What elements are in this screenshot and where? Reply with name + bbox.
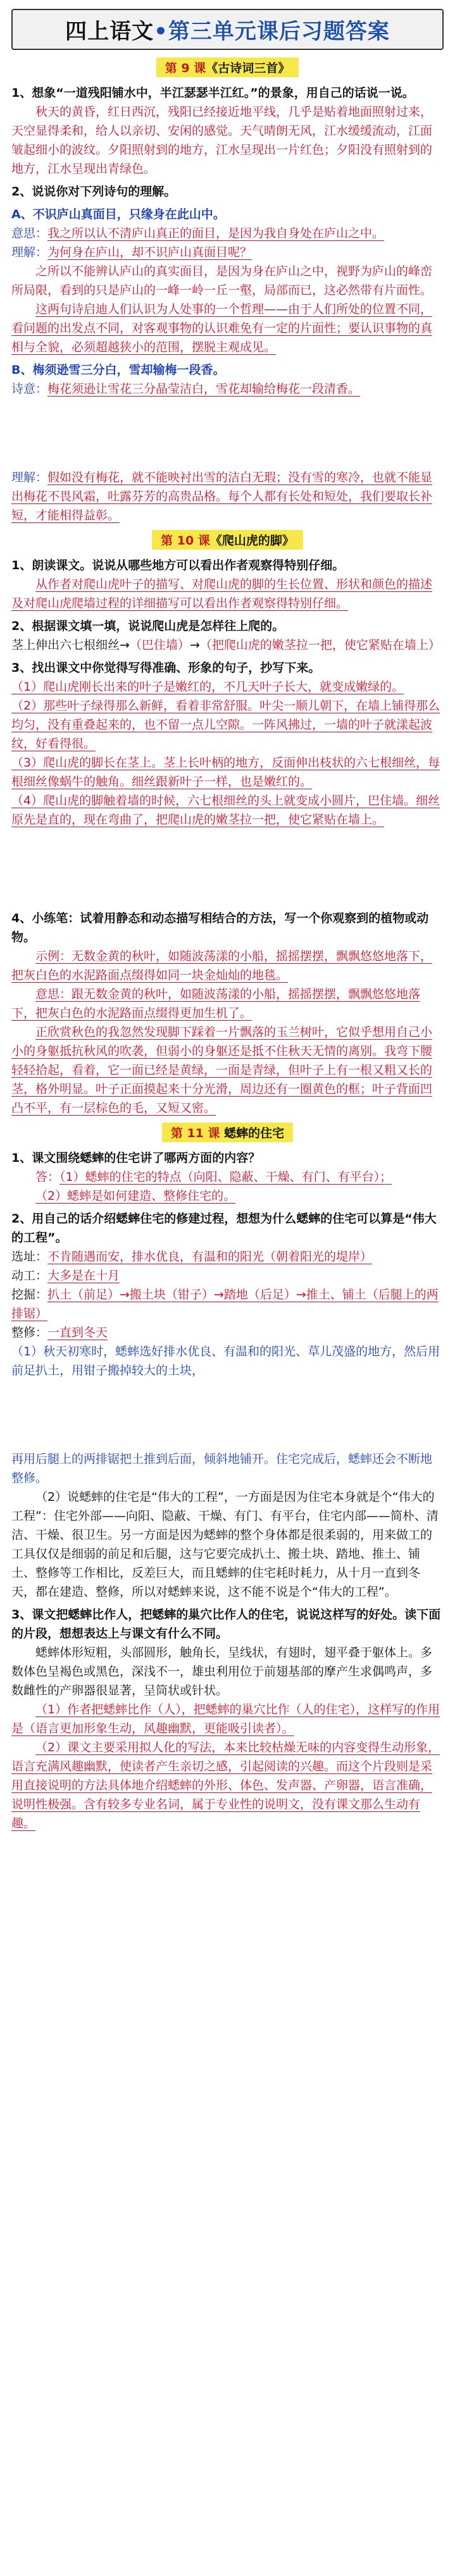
lesson-9-poem-a-philosophy: 这两句诗启迪人们认识为人处事的一个哲理——由于人们所处的位置不同，看问题的出发点不同，对客观事物的认识难免有一定的片面性；要认识事物的真相与全貌，必须超越狭小的范围，摆脱主观成见。 — [11, 302, 433, 354]
lesson-10-section — [11, 530, 444, 1118]
spacer — [11, 398, 444, 468]
lesson-11-question-1: 1、课文围绕蟋蟀的住宅讲了哪两方面的内容？ — [11, 1151, 261, 1165]
lesson-11-answer-3-1: （1）作者把蟋蟀比作（人），把蟋蟀的巢穴比作（人的住宅），这样写的作用是（语言更加形象生动，风趣幽默，更能吸引读者）。 — [11, 1703, 440, 1735]
lesson-11-answer-2-1 — [11, 1342, 444, 1380]
site-selection-line — [11, 1247, 444, 1266]
lesson-10-answer-2 — [11, 636, 444, 655]
lesson-11-number: 第 11 课 — [170, 1126, 220, 1140]
meaning-label: 意思： — [11, 226, 48, 240]
lesson-9-answer-1: 秋天的黄昏，红日西沉，残阳已经接近地平线，几乎是贴着地面照射过来，天空显得柔和，给人以亲切、安闲的感觉。天气晴朗无风，江水缓缓流动，江面皱起细小的波纹。夕阳照射到的地方，江水呈现出一片红色；夕阳没有照射到的地方，江水呈现出青绿色。 — [11, 105, 433, 176]
site-selection-label: 选址： — [11, 1250, 48, 1264]
answer-label: 答： — [35, 1170, 60, 1184]
lesson-10-answer-4-2: 意思：跟无数金黄的秋叶，如随波荡漾的小船，摇摇摆摆，飘飘悠悠地落下，把灰白色的水泥路面点缀得更加生机了。 — [11, 987, 421, 1020]
site-selection-value: 不肯随遇而安，排水优良，有温和的阳光（朝着阳光的堤岸） — [47, 1250, 373, 1264]
lesson-11-answer-1-1: （1）蟋蟀的住宅的特点（向阳、隐蔽、干燥、有门、有平台）； — [59, 1170, 392, 1184]
lesson-11-answer-2-2: （2）说蟋蟀的住宅是“伟大的工程”，一方面是因为住宅本身就是个“伟大的工程”：住宅外部——向阳、隐蔽、干燥、有门、有平台，住宅内部——简朴、清洁、干燥、很卫生。另一方面是因为蟋蟀的整个身体都是很柔弱的，用来做工的工具仅仅是细弱的前足和后腿，这与它要完成扒土、搬土块、踏地、推土、铺土、整修等工作相比，反差巨大，而且蟋蟀的住宅耗时耗力，从十月一直到冬天，都在建造、整修，所以对蟋蟀来说，这不能不说是个“伟大的工程”。 — [11, 1490, 439, 1599]
fill-blank-1: （巴住墙） — [129, 638, 190, 652]
spacer — [11, 1380, 444, 1450]
start-work-line — [11, 1266, 444, 1285]
understanding-label: 理解： — [11, 245, 48, 259]
poem-meaning-value: 梅花须逊让雪花三分晶莹洁白，雪花却输给梅花一段清香。 — [47, 382, 361, 396]
fill-prefix: 茎上伸出六七根细丝→ — [11, 638, 130, 652]
lesson-11-answer-2-1-text: （1）秋天初寒时，蟋蟀选好排水优良、有温和的阳光、草儿茂盛的地方，然后用前足扒土，用钳子搬掉较大的土块， — [11, 1345, 440, 1377]
lesson-9-question-2: 2、说说你对下列诗句的理解。 — [11, 185, 177, 199]
lesson-10-answer-1: 从作者对爬山虎叶子的描写、对爬山虎的脚的生长位置、形状和颜色的描述及对爬山虎爬墙过程的详细描写可以看出作者观察得特别仔细。 — [11, 577, 433, 610]
digging-label: 挖掘： — [11, 1288, 48, 1302]
poem-understanding-value: 假如没有梅花，就不能映衬出雪的洁白无瑕；没有雪的寒冷，也就不能显出梅花不畏风霜，吐露芬芳的高贵品格。每个人都有长处和短处，我们要取长补短，才能相得益彰。 — [11, 471, 433, 522]
repair-value: 一直到冬天 — [47, 1326, 108, 1340]
lesson-10-answer-3-1: （1）爬山虎刚长出来的叶子是嫩红的，不几天叶子长大，就变成嫩绿的。 — [11, 680, 404, 694]
page-title — [11, 9, 444, 50]
lesson-9-poem-a-explain: 之所以不能辨认庐山的真实面目，是因为身在庐山之中，视野为庐山的峰峦所局限，看到的只是庐山的一峰一岭一丘一壑，局部而已，这必然带有片面性。 — [11, 264, 433, 297]
title-black-part: 四上语文 — [65, 19, 154, 44]
repair-line — [11, 1323, 444, 1342]
lesson-10-answer-3-2: （2）那些叶子绿得那么新鲜，看着非常舒服。叶尖一顺儿朝下，在墙上铺得那么均匀，没有重叠起来的，也不留一点儿空隙。一阵风拂过，一墙的叶子就漾起波纹，好看得很。 — [11, 699, 440, 751]
start-work-label: 动工： — [11, 1269, 48, 1283]
lesson-10-heading — [152, 530, 303, 550]
lesson-10-question-3: 3、找出课文中你觉得写得准确、形象的句子，抄写下来。 — [11, 661, 321, 675]
lesson-9-poem-a-meaning — [11, 224, 444, 243]
lesson-11-heading — [162, 1123, 293, 1142]
lesson-9-number: 第 9 课 — [165, 61, 206, 75]
lesson-9-section — [11, 58, 444, 525]
lesson-9-poem-b-understanding — [11, 468, 444, 525]
lesson-10-number: 第 10 课 — [161, 534, 210, 548]
lesson-9-poem-b: B、梅须逊雪三分白，雪却输梅一段香。 — [11, 363, 225, 377]
lesson-9-heading — [156, 58, 299, 77]
lesson-11-answer-3-2: （2）课文主要采用拟人化的写法，本来比较枯燥无味的内容变得生动形象，语言充满风趣幽默，使读者产生亲切之感，引起阅读的兴趣。而这个片段则是采用直接说明的方法具体地介绍蟋蟀的外形、体色、发声器、产卵器，语言准确，说明性极强。含有较多专业名词，属于专业性的说明文，没有课文那么生动有趣。 — [11, 1741, 440, 1830]
lesson-11-answer-2-1-cont — [11, 1450, 444, 1488]
title-blue-part: •第三单元课后习题答案 — [154, 19, 390, 44]
repair-label: 整修： — [11, 1326, 48, 1340]
lesson-9-poem-a: A、不识庐山真面目，只缘身在此山中。 — [11, 207, 225, 221]
lesson-10-answer-4-1: 示例：无数金黄的秋叶，如随波荡漾的小船，摇摇摆摆，飘飘悠悠地落下，把灰白色的水泥路面点缀得如同一块金灿灿的地毯。 — [11, 949, 433, 982]
lesson-10-title: 《爬山虎的脚》 — [209, 534, 294, 548]
digging-line — [11, 1285, 444, 1323]
lesson-11-passage: 蟋蟀体形短粗，头部圆形，触角长，呈线状，有翅时，翅平叠于躯体上。多数体色呈褐色或黑色，深浅不一，雄虫利用位于前翅基部的摩产生求偶鸣声，多数雌性的产卵器很显著，呈筒状或针状。 — [11, 1646, 433, 1698]
lesson-11-section — [11, 1123, 444, 1833]
fill-arrow: → — [189, 638, 200, 652]
digging-value: 扒土（前足）→搬土块（钳子）→踏地（后足）→推土、铺土（后腿上的两排锯） — [11, 1288, 439, 1321]
lesson-11-question-3: 3、课文把蟋蟀比作人，把蟋蟀的巢穴比作人的住宅，说说这样写的好处。读下面的片段，想想表达上与课文有什么不同。 — [11, 1608, 441, 1641]
lesson-9-question-1: 1、想象“一道残阳铺水中，半江瑟瑟半江红。”的景象，用自己的话说一说。 — [11, 86, 414, 100]
understanding-question: 为何身在庐山，却不识庐山真面目呢？ — [47, 245, 252, 259]
lesson-9-poem-b-meaning — [11, 379, 444, 398]
lesson-10-answer-4-3: 正欣赏秋色的我忽然发现脚下踩着一片飘落的玉兰树叶，它似乎想用自己小小的身躯抵抗秋风的吹袭，但弱小的身躯还是抵不住秋天无情的离别。我弯下腰轻轻拾起，看着，它一面已经是黄绿，一面是青绿，但叶子上有一根又粗又长的茎，格外明显。叶子正面摸起来十分光滑，周边还有一圈黄色的框；叶子背面凹凸不平，有一层棕色的毛，又短又密。 — [11, 1025, 433, 1115]
poem-understanding-label: 理解： — [11, 471, 48, 484]
start-work-value: 大多是在十月 — [47, 1269, 120, 1283]
lesson-9-poem-a-understanding — [11, 243, 444, 262]
lesson-10-answer-3-4: （4）爬山虎的脚触着墙的时候，六七根细丝的头上就变成小圆片，巴住墙。细丝原先是直的，现在弯曲了，把爬山虎的嫩茎拉一把，使它紧贴在墙上。 — [11, 794, 440, 827]
lesson-11-answer-1 — [11, 1168, 444, 1186]
lesson-10-question-1: 1、朗读课文。说说从哪些地方可以看出作者观察得特别仔细。 — [11, 558, 345, 572]
fill-blank-2: （把爬山虎的嫩茎拉一把，使它紧贴在墙上） — [199, 638, 440, 652]
spacer — [11, 829, 444, 905]
meaning-value: 我之所以认不清庐山真正的面目，是因为我自身处在庐山之中。 — [47, 226, 385, 240]
lesson-10-answer-3-3: （3）爬山虎的脚长在茎上。茎上长叶柄的地方，反面伸出枝状的六七根细丝，每根细丝像蜗牛的触角。细丝跟新叶子一样，也是嫩红的。 — [11, 756, 440, 789]
lesson-11-answer-1-2: （2）蟋蟀是如何建造、整修住宅的。 — [35, 1189, 236, 1203]
lesson-11-title: 蟋蟀的住宅 — [224, 1126, 285, 1140]
poem-meaning-label: 诗意： — [11, 382, 48, 396]
lesson-9-title: 《古诗词三首》 — [206, 61, 290, 75]
lesson-11-answer-2-1-cont-text: 再用后腿上的两排锯把土推到后面，倾斜地铺开。住宅完成后，蟋蟀还会不断地整修。 — [11, 1452, 433, 1485]
lesson-10-question-4: 4、小练笔：试着用静态和动态描写相结合的方法，写一个你观察到的植物或动物。 — [11, 911, 429, 944]
lesson-10-question-2: 2、根据课文填一填，说说爬山虎是怎样往上爬的。 — [11, 619, 285, 633]
lesson-11-question-2: 2、用自己的话介绍蟋蟀住宅的修建过程，想想为什么蟋蟀的住宅可以算是“伟大的工程”。 — [11, 1212, 437, 1245]
